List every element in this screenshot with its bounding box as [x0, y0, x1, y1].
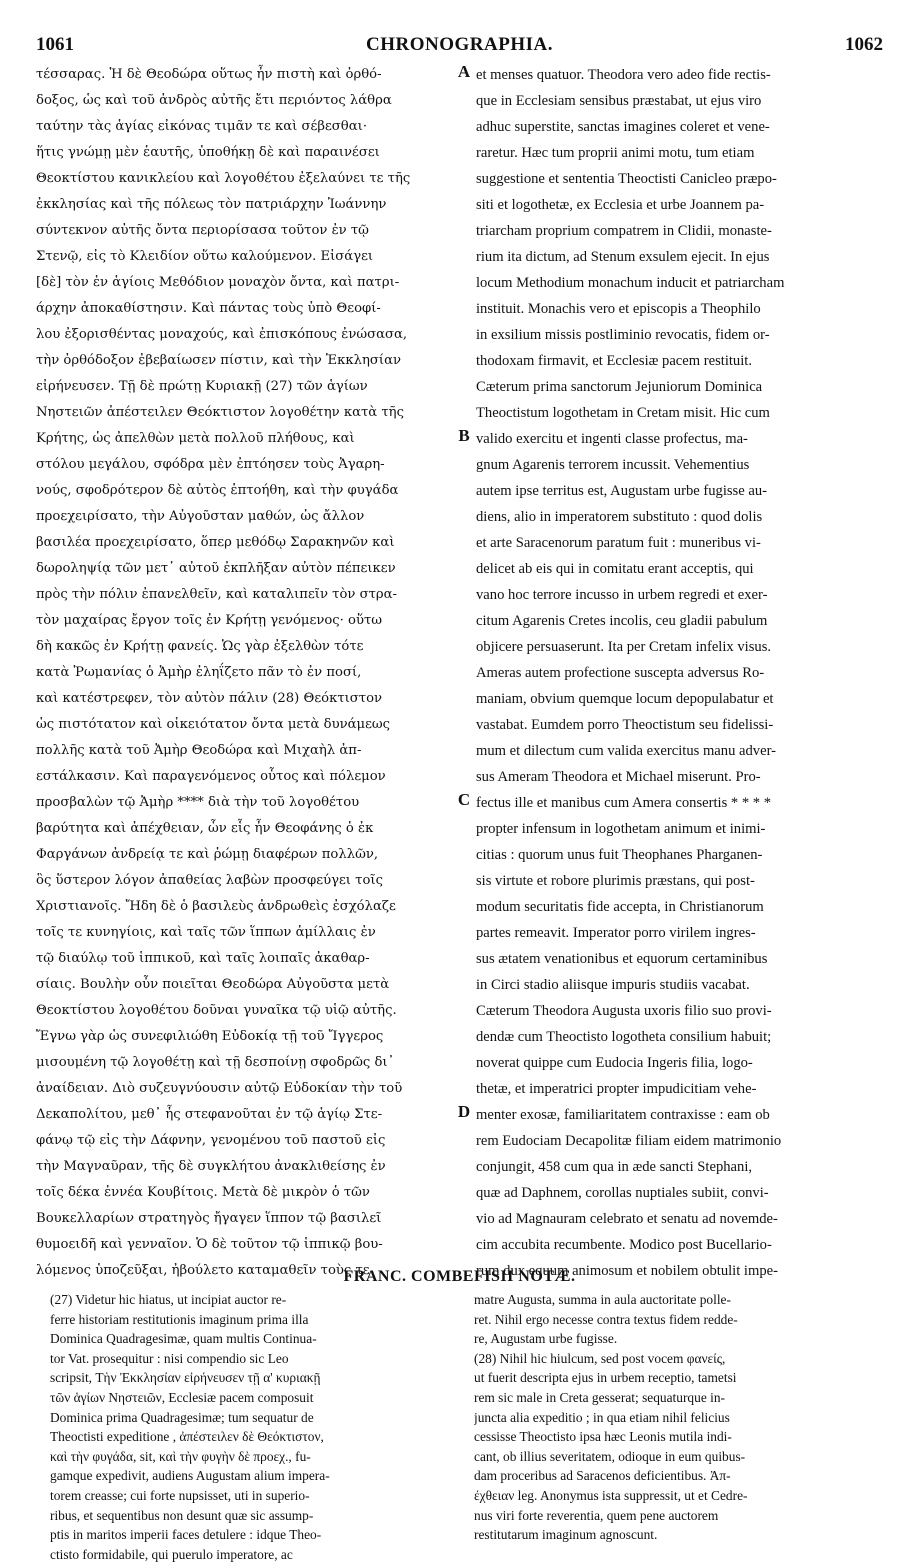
latin-text-line: mum et dilectum cum valida exercitus manu adver-: [476, 743, 776, 759]
greek-text-line: πρὸς τὴν πόλιν ἐπανελθεῖν, καὶ καταλιπεῖν τὸν στρα-: [36, 587, 398, 602]
latin-text-line: sus ætatem venationibus et equorum certaminibus: [476, 951, 768, 967]
margin-letter-c: C: [457, 790, 471, 809]
greek-text-line: Δεκαπολίτου, μεθ᾽ ἧς στεφανοῦται ἐν τῷ ἁγίῳ Στε-: [36, 1107, 383, 1122]
greek-text-line: δὴ κακῶς ἐν Κρήτῃ φανείς. Ὡς γὰρ ἐξελθὼν τότε: [36, 639, 364, 654]
greek-text-line: σίαις. Βουλὴν οὖν ποιεῖται Θεοδώρα Αὐγοῦστα μετὰ: [36, 977, 390, 992]
latin-text-line: siti et logothetæ, ex Ecclesia et urbe Joannem pa-: [476, 197, 765, 213]
greek-text-line: τῷ διαύλῳ τοῦ ἱππικοῦ, καὶ ταῖς λοιπαῖς ἀκαθαρ-: [36, 951, 370, 966]
greek-text-line: βασιλέα προεχειρίσατο, ὅπερ μεθόδῳ Σαρακηνῶν καὶ: [36, 535, 395, 550]
greek-text-line: [δὲ] τὸν ἐν ἁγίοις Μεθόδιον μοναχὸν ὄντα, καὶ πατρι-: [36, 275, 400, 290]
greek-text-line: τὴν Μαγναῦραν, τῆς δὲ συγκλήτου ἀνακλιθείσης ἐν: [36, 1159, 386, 1174]
page-number-right: 1062: [845, 34, 883, 55]
note-line: Dominica prima Quadragesimæ; tum sequatur de: [50, 1409, 314, 1425]
notes-left-column: [50, 1290, 454, 1564]
note-line: ptis in maritos imperii faces detulere : idque Theo-: [50, 1527, 322, 1543]
greek-text-line: καὶ κατέστρεφεν, τὸν αὐτὸν πάλιν (28) Θεόκτιστον: [36, 691, 383, 706]
greek-text-line: δοξος, ὡς καὶ τοῦ ἀνδρὸς αὐτῆς ἔτι περιόντος λάθρα: [36, 93, 392, 108]
latin-text-line: valido exercitu et ingenti classe profectus, ma-: [476, 431, 748, 447]
latin-text-line: modum securitatis fide accepta, in Christianorum: [476, 899, 764, 915]
greek-text-line: Χριστιανοῖς. Ἤδη δὲ ὁ βασιλεὺς ἀνδρωθεὶς ἐσχόλαζε: [36, 899, 396, 914]
latin-text-line: Theoctistum logothetam in Cretam misit. Hic cum: [476, 405, 770, 421]
latin-text-line: vano hoc terrore incusso in urbem regredi et exer-: [476, 587, 768, 603]
note-line: ut fuerit descripta ejus in urbem receptio, tametsi: [474, 1370, 737, 1386]
greek-text-line: Στενῷ, εἰς τὸ Κλειδίον οὕτω καλούμενον. Εἰσάγει: [36, 249, 374, 264]
greek-text-line: δωροληψίᾳ τῶν μετ᾽ αὐτοῦ ἐκπλῆξαν αὐτὸν πέπεικεν: [36, 561, 396, 576]
greek-text-line: Θεοκτίστου κανικλείου καὶ λογοθέτου ἐξελαύνει τε τῆς: [36, 171, 411, 186]
latin-text-line: triarcham proprium compatrem in Clidii, monaste-: [476, 223, 772, 239]
greek-text-line: τοῖς δέκα ἐννέα Κουβίτοις. Μετὰ δὲ μικρὸν ὁ τῶν: [36, 1185, 370, 1200]
latin-text-line: adhuc superstite, sanctas imagines coleret et vene-: [476, 119, 770, 135]
greek-text-line: εστάλκασιν. Καὶ παραγενόμενος οὗτος καὶ πόλεμον: [36, 769, 386, 784]
latin-text-line: locum Methodium monachum inducit et patriarcham: [476, 275, 785, 291]
latin-text-line: et menses quatuor. Theodora vero adeo fide rectis-: [476, 67, 771, 83]
margin-letter-d: D: [457, 1102, 471, 1121]
greek-text-line: προσβαλὼν τῷ Ἀμὴρ **** διὰ τὴν τοῦ λογοθέτου: [36, 795, 360, 810]
greek-text-line: πολλῆς κατὰ τοῦ Ἀμὴρ Θεοδώρα καὶ Μιχαὴλ ἀπ-: [36, 743, 362, 758]
note-line: gamque expedivit, audiens Augustam alium impera-: [50, 1468, 330, 1484]
note-line: (27) Videtur hic hiatus, ut incipiat auctor re-: [50, 1292, 287, 1307]
note-line: ferre historiam restitutionis imaginum prima illa: [50, 1311, 309, 1327]
note-line: cessisse Theoctisto ipsa hæc Leonis mutila indi-: [474, 1429, 732, 1445]
note-line: Theoctisti expeditione , ἀπέστειλεν δὲ Θεόκτιστον,: [50, 1429, 324, 1445]
latin-text-line: conjungit, 458 cum qua in æde sancti Stephani,: [476, 1159, 753, 1175]
greek-text-line: μισουμένη τῷ λογοθέτῃ καὶ τῇ δεσποίνῃ σφοδρῶς δι᾽: [36, 1055, 395, 1070]
latin-text-line: rium ita dictum, ad Stenum exsulem ejecit. In ejus: [476, 249, 770, 265]
note-line: matre Augusta, summa in aula auctoritate polle-: [474, 1292, 731, 1307]
latin-text-line: maniam, obvium quemque locum depopulabatur et: [476, 691, 774, 707]
greek-text-line: Κρήτης, ὡς ἀπελθὼν μετὰ πολλοῦ πλήθους, καὶ: [36, 431, 355, 446]
greek-text-line: ἀναίδειαν. Διὸ συζευγνύουσιν αὐτῷ Εὐδοκίαν τὴν τοῦ: [36, 1081, 403, 1096]
latin-text-column: [476, 62, 884, 1284]
latin-text-line: instituit. Monachis vero et episcopis a Theophilo: [476, 301, 761, 317]
greek-text-line: ταύτην τὰς ἁγίας εἰκόνας τιμᾶν τε καὶ σέβεσθαι·: [36, 119, 368, 134]
latin-text-line: raretur. Hæc tum proprii animi motu, tum etiam: [476, 145, 755, 161]
greek-text-line: ὡς πιστότατον καὶ οἰκειότατον ὄντα μετὰ δυνάμεως: [36, 717, 391, 732]
latin-text-line: que in Ecclesiam sensibus præstabat, ut ejus viro: [476, 93, 762, 109]
note-line: Dominica Quadragesimæ, quam multis Continua-: [50, 1331, 317, 1347]
latin-text-line: et arte Saracenorum paratum fuit : muneribus vi-: [476, 535, 761, 551]
greek-text-line: κατὰ Ῥωμανίας ὁ Ἀμὴρ ἐληΐζετο πᾶν τὸ ἐν ποσί,: [36, 665, 362, 680]
latin-text-line: citias : quorum unus fuit Theophanes Pharganen-: [476, 847, 763, 863]
greek-text-line: ὃς ὕστερον λόγον ἀπαθείας λαβὼν προσφεύγει τοῖς: [36, 873, 383, 888]
greek-text-line: Βουκελλαρίων στρατηγὸς ἤγαγεν ἵππον τῷ βασιλεῖ: [36, 1211, 382, 1226]
greek-text-line: ἐκκλησίας καὶ τῆς πόλεως τὸν πατριάρχην Ἰωάννην: [36, 197, 387, 212]
greek-text-line: εἰρήνευσεν. Τῇ δὲ πρώτῃ Κυριακῇ (27) τῶν ἁγίων: [36, 379, 368, 394]
greek-text-line: στόλου μεγάλου, σφόδρα μὲν ἐπτόησεν τοὺς Ἀγαρη-: [36, 457, 385, 472]
latin-text-line: quæ ad Daphnem, corollas nuptiales subiit, convi-: [476, 1185, 769, 1201]
latin-text-line: autem ipse territus est, Augustam urbe fugisse au-: [476, 483, 767, 499]
greek-text-line: ἥτις γνώμῃ μὲν ἑαυτῆς, ὑποθήκῃ δὲ καὶ παραινέσει: [36, 145, 380, 160]
latin-text-line: diens, alio in imperatorem substituto : quod dolis: [476, 509, 763, 525]
latin-text-line: vio ad Magnauram celebrato et senatu ad novemde-: [476, 1211, 778, 1227]
note-line: έχθειαν leg. Anonymus ista suppressit, ut et Cedre-: [474, 1487, 748, 1503]
latin-text-line: in Circi stadio aliisque impuris studiis vacabat.: [476, 977, 750, 993]
note-line: dam proceribus ad Saracenos deficientibus. Ἀπ-: [474, 1468, 731, 1484]
note-line: ctisto formidabile, qui puerulo imperatore, ac: [50, 1546, 293, 1562]
greek-text-line: τὸν μαχαίρας ἔργον τοῖς ἐν Κρήτῃ γενόμενος· οὕτω: [36, 613, 383, 628]
greek-text-line: φάνῳ τῷ εἰς τὴν Δάφνην, γενομένου τοῦ παστοῦ εἰς: [36, 1133, 386, 1148]
latin-text-line: rem Eudociam Decapolitæ filiam eidem matrimonio: [476, 1133, 782, 1149]
latin-text-line: in exsilium missis postliminio revocatis, fidem or-: [476, 327, 770, 343]
note-line: re, Augustam urbe fugisse.: [474, 1331, 618, 1347]
page-number-left: 1061: [36, 34, 74, 55]
note-line: rem sic male in Creta gesserat; sequaturque in-: [474, 1389, 725, 1405]
greek-text-line: άρχην ἀποκαθίστησιν. Καὶ πάντας τοὺς ὑπὸ Θεοφί-: [36, 301, 381, 316]
latin-text-line: vastabat. Eumdem porro Theoctistum seu fidelissi-: [476, 717, 774, 733]
greek-text-line: θυμοειδῆ καὶ γενναῖον. Ὁ δὲ τοῦτον τῷ ἱππικῷ βου-: [36, 1237, 383, 1252]
latin-text-line: Cæterum Theodora Augusta uxoris filio suo provi-: [476, 1003, 772, 1019]
margin-letter-a: A: [457, 62, 471, 81]
greek-text-line: νούς, σφοδρότερον δὲ αὐτὸς ἐπτοήθη, καὶ τὴν φυγάδα: [36, 483, 399, 498]
greek-text-line: λου ἐξορισθέντας μοναχούς, καὶ ἐπισκόπους ἐνώσασα,: [36, 327, 408, 342]
note-line: τῶν ἁγίων Νηστειῶν, Ecclesiæ pacem composuit: [50, 1389, 314, 1405]
latin-text-line: fectus ille et manibus cum Amera consertis * * * *: [476, 795, 772, 811]
latin-text-line: citum Agarenis Cretes incolis, ceu gladii pabulum: [476, 613, 768, 629]
note-line: restitutarum imaginum agnoscunt.: [474, 1527, 658, 1543]
latin-text-line: menter exosæ, familiaritatem contraxisse : eam ob: [476, 1107, 770, 1123]
greek-text-line: βαρύτητα καὶ ἀπέχθειαν, ὧν εἷς ἦν Θεοφάνης ὁ ἐκ: [36, 821, 374, 836]
latin-text-line: dendæ cum Theoctisto logotheta consilium habuit;: [476, 1029, 772, 1045]
note-line: καὶ τὴν φυγάδα, sit, καὶ τὴν φυγὴν δὲ προεχ., fu-: [50, 1448, 311, 1464]
greek-text-line: τοῖς τε κυνηγίοις, καὶ ταῖς τῶν ἵππων ἁμίλλαις ἐν: [36, 925, 376, 940]
greek-text-line: σύντεκνον αὐτῆς ὄντα περιορίσασα τοῦτον ἐν τῷ: [36, 223, 369, 238]
greek-text-line: προεχειρίσατο, τὴν Αὐγοῦσταν μαθών, ὡς ἄλλον: [36, 509, 365, 524]
latin-text-line: rum dux equum animosum et nobilem obtulit impe-: [476, 1263, 778, 1279]
latin-text-line: partes remeavit. Imperator porro virilem ingres-: [476, 925, 756, 941]
latin-text-line: delicet ab eis qui in comitatu erant acceptis, qui: [476, 561, 754, 577]
latin-text-line: thetæ, et imperatrici propter impudicitiam vehe-: [476, 1081, 757, 1097]
greek-text-line: Νηστειῶν ἀπέστειλεν Θεόκτιστον λογοθέτην κατὰ τῆς: [36, 405, 404, 420]
note-line: torem creasse; cui forte nupsisset, uti in superio-: [50, 1487, 310, 1503]
margin-letter-b: B: [458, 426, 470, 445]
note-line: (28) Nihil hic hiulcum, sed post vocem φανείς,: [474, 1350, 726, 1366]
latin-text-line: cim accubita recumbente. Modico post Bucellario-: [476, 1237, 772, 1253]
latin-text-line: suggestione et sententia Theoctisti Canicleo præpo-: [476, 171, 777, 187]
note-line: ret. Nihil ergo necesse contra textus fidem redde-: [474, 1311, 738, 1327]
greek-text-line: τέσσαρας. Ἡ δὲ Θεοδώρα οὕτως ἦν πιστὴ καὶ ὀρθό-: [36, 67, 382, 82]
latin-text-line: sus Ameram Theodora et Michael miserunt. Pro-: [476, 769, 761, 785]
notes-right-column: [474, 1290, 882, 1545]
latin-text-line: thodoxam firmavit, et Ecclesiæ pacem restituit.: [476, 353, 752, 369]
latin-text-line: propter infensum in logothetam animum et inimi-: [476, 821, 766, 837]
greek-text-line: τὴν ὀρθόδοξον ἐβεβαίωσεν πίστιν, καὶ τὴν Ἐκκλησίαν: [36, 353, 402, 368]
note-line: tor Vat. prosequitur : nisi compendio sic Leo: [50, 1350, 289, 1366]
note-line: juncta alia expeditio ; in qua etiam nihil felicius: [474, 1409, 730, 1425]
greek-text-line: λόμενος ὑποζεῦξαι, ἠβούλετο καταμαθεῖν τοὺς τε: [36, 1263, 370, 1278]
note-line: ribus, et sequentibus non desunt quæ sic assump-: [50, 1507, 314, 1523]
latin-text-line: sis virtute et robore plurimis præstans, qui post-: [476, 873, 755, 889]
greek-text-line: Φαργάνων ἀνδρείᾳ τε καὶ ῥώμῃ διαφέρων πολλῶν,: [36, 847, 379, 862]
latin-text-line: gnum Agarenis terrorem incussit. Vehementius: [476, 457, 750, 473]
notes-title: FRANC. COMBEFISII NOTÆ.: [343, 1268, 576, 1285]
note-line: nus viri forte reverentia, quem pene auctorem: [474, 1507, 719, 1523]
page-header: [36, 34, 883, 62]
latin-text-line: objicere persuaserunt. Ita per Cretam infelix visus.: [476, 639, 772, 655]
latin-text-line: noverat quippe cum Eudocia Ingeris filia, logo-: [476, 1055, 753, 1071]
greek-text-column: [36, 62, 456, 1284]
running-title: CHRONOGRAPHIA.: [366, 34, 553, 55]
note-line: cant, ob illius severitatem, odioque in eum quibus-: [474, 1448, 746, 1464]
note-line: scripsit, Τὴν Ἐκκλησίαν εἰρήνευσεν τῇ α' κυριακῇ: [50, 1370, 321, 1386]
greek-text-line: Ἔγνω γὰρ ὡς συνεφιλιώθη Εὐδοκίᾳ τῇ τοῦ Ἴγγερος: [36, 1029, 384, 1044]
latin-text-line: Ameras autem profectione suscepta adversus Ro-: [476, 665, 765, 681]
greek-text-line: Θεοκτίστου λογοθέτου δοῦναι γυναῖκα τῷ υἱῷ αὐτῆς.: [36, 1003, 397, 1018]
latin-text-line: Cæterum prima sanctorum Jejuniorum Dominica: [476, 379, 763, 395]
